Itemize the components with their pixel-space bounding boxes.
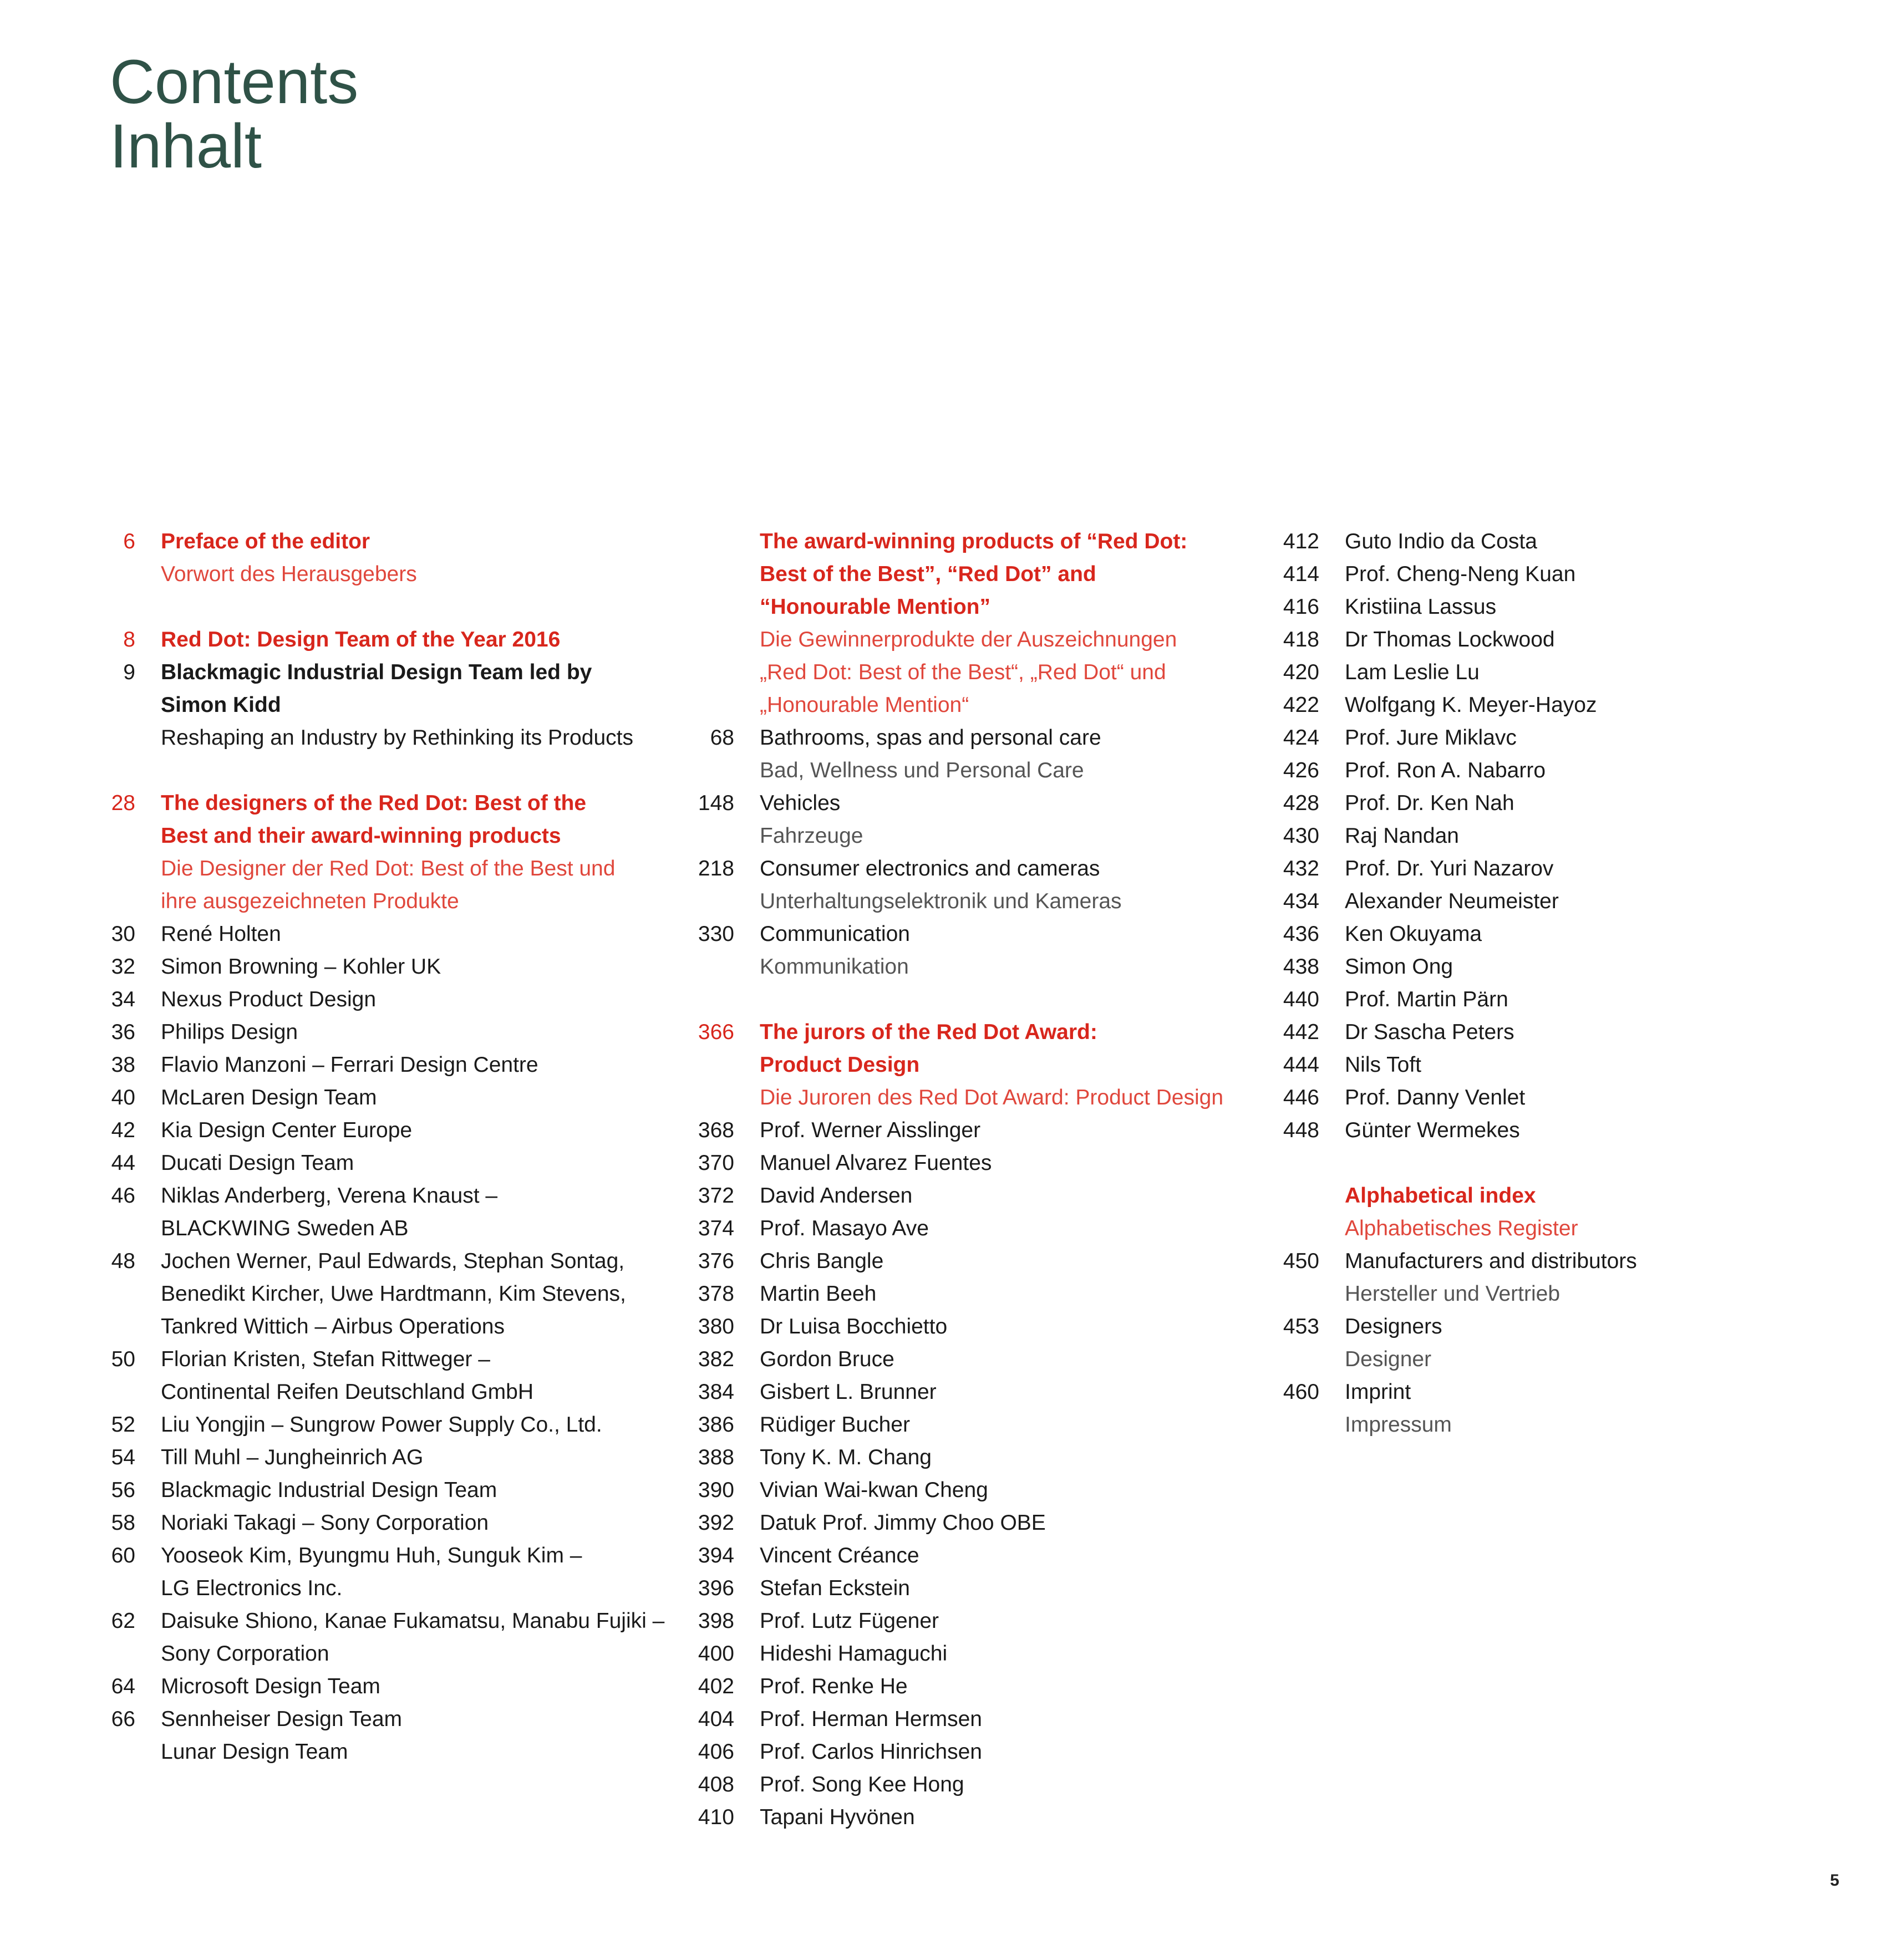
page-ref-number: 68 xyxy=(710,726,734,750)
page-ref-number: 148 xyxy=(698,791,734,815)
entry-text: Yooseok Kim, Byungmu Huh, Sunguk Kim – xyxy=(161,1544,582,1567)
entry-text: Continental Reifen Deutschland GmbH xyxy=(161,1380,534,1404)
page-ref-number: 394 xyxy=(698,1544,734,1567)
entry-text: Prof. Renke He xyxy=(760,1674,908,1698)
page-ref-number: 418 xyxy=(1283,628,1319,651)
page-ref-number: 218 xyxy=(698,857,734,880)
entry-text: Microsoft Design Team xyxy=(161,1674,380,1698)
entry-text: Guto Indio da Costa xyxy=(1345,530,1537,553)
page-ref-number: 38 xyxy=(111,1053,135,1077)
page-ref-number: 368 xyxy=(698,1118,734,1142)
page-ref-number: 374 xyxy=(698,1216,734,1240)
entry-text: Prof. Dr. Ken Nah xyxy=(1345,791,1514,815)
page-ref-number: 398 xyxy=(698,1609,734,1633)
page-ref-number: 460 xyxy=(1283,1380,1319,1404)
entry-text: Best and their award-winning products xyxy=(161,824,561,848)
entry-text: Kommunikation xyxy=(760,955,909,979)
page-ref-number: 330 xyxy=(698,922,734,946)
page-ref-number: 400 xyxy=(698,1642,734,1666)
page-number: 5 xyxy=(1830,1871,1839,1890)
page-ref-number: 430 xyxy=(1283,824,1319,848)
entry-text: Chris Bangle xyxy=(760,1249,884,1273)
entry-text: “Honourable Mention” xyxy=(760,595,990,619)
entry-text: Dr Luisa Bocchietto xyxy=(760,1315,948,1338)
page-ref-number: 410 xyxy=(698,1805,734,1829)
entry-text: Prof. Herman Hermsen xyxy=(760,1707,982,1731)
page-ref-number: 424 xyxy=(1283,726,1319,750)
page-ref-number: 378 xyxy=(698,1282,734,1306)
entry-text: Blackmagic Industrial Design Team led by xyxy=(161,660,592,684)
entry-text: Communication xyxy=(760,922,910,946)
page-ref-number: 450 xyxy=(1283,1249,1319,1273)
page-ref-number: 60 xyxy=(111,1544,135,1567)
entry-text: Rüdiger Bucher xyxy=(760,1413,910,1437)
page-ref-number: 406 xyxy=(698,1740,734,1764)
entry-text: Designer xyxy=(1345,1347,1432,1371)
entry-text: Niklas Anderberg, Verena Knaust – xyxy=(161,1184,498,1208)
page-ref-number: 40 xyxy=(111,1086,135,1109)
page-ref-number: 412 xyxy=(1283,530,1319,553)
page-subtitle: Inhalt xyxy=(110,111,262,181)
entry-text: Prof. Danny Venlet xyxy=(1345,1086,1526,1109)
entry-text: Prof. Ron A. Nabarro xyxy=(1345,758,1546,782)
entry-text: Prof. Cheng-Neng Kuan xyxy=(1345,562,1576,586)
entry-text: Hersteller und Vertrieb xyxy=(1345,1282,1560,1306)
page-ref-number: 44 xyxy=(111,1151,135,1175)
entry-text: Sennheiser Design Team xyxy=(161,1707,403,1731)
entry-text: Tapani Hyvönen xyxy=(760,1805,915,1829)
entry-text: BLACKWING Sweden AB xyxy=(161,1216,409,1240)
entry-text: Liu Yongjin – Sungrow Power Supply Co., Ltd. xyxy=(161,1413,602,1437)
page-ref-number: 6 xyxy=(123,530,135,553)
page-ref-number: 436 xyxy=(1283,922,1319,946)
entry-text: Daisuke Shiono, Kanae Fukamatsu, Manabu Fujiki – xyxy=(161,1609,665,1633)
entry-text: Prof. Werner Aisslinger xyxy=(760,1118,981,1142)
page-ref-number: 372 xyxy=(698,1184,734,1208)
page-ref-number: 8 xyxy=(123,628,135,651)
page-ref-number: 420 xyxy=(1283,660,1319,684)
page-ref-number: 386 xyxy=(698,1413,734,1437)
entry-text: Manuel Alvarez Fuentes xyxy=(760,1151,992,1175)
page-ref-number: 382 xyxy=(698,1347,734,1371)
page-ref-number: 42 xyxy=(111,1118,135,1142)
page-ref-number: 52 xyxy=(111,1413,135,1437)
page-ref-number: 36 xyxy=(111,1020,135,1044)
page-ref-number: 32 xyxy=(111,955,135,979)
entry-text: Prof. Lutz Fügener xyxy=(760,1609,939,1633)
entry-text: Unterhaltungselektronik und Kameras xyxy=(760,889,1122,913)
entry-text: Alphabetical index xyxy=(1345,1184,1536,1208)
page-ref-number: 56 xyxy=(111,1478,135,1502)
entry-text: Benedikt Kircher, Uwe Hardtmann, Kim Stevens, xyxy=(161,1282,626,1306)
entry-text: Red Dot: Design Team of the Year 2016 xyxy=(161,628,561,651)
entry-text: Prof. Martin Pärn xyxy=(1345,987,1508,1011)
page-ref-number: 446 xyxy=(1283,1086,1319,1109)
entry-text: Ducati Design Team xyxy=(161,1151,354,1175)
entry-text: Prof. Song Kee Hong xyxy=(760,1773,964,1796)
entry-text: Till Muhl – Jungheinrich AG xyxy=(161,1445,424,1469)
entry-text: Nexus Product Design xyxy=(161,987,377,1011)
entry-text: ihre ausgezeichneten Produkte xyxy=(161,889,459,913)
page-ref-number: 402 xyxy=(698,1674,734,1698)
entry-text: Vincent Créance xyxy=(760,1544,919,1567)
page-ref-number: 34 xyxy=(111,987,135,1011)
entry-text: LG Electronics Inc. xyxy=(161,1576,343,1600)
page-ref-number: 408 xyxy=(698,1773,734,1796)
page-ref-number: 414 xyxy=(1283,562,1319,586)
page-ref-number: 428 xyxy=(1283,791,1319,815)
entry-text: Product Design xyxy=(760,1053,920,1077)
page-ref-number: 434 xyxy=(1283,889,1319,913)
page-ref-number: 422 xyxy=(1283,693,1319,717)
page-ref-number: 390 xyxy=(698,1478,734,1502)
page-title: Contents xyxy=(110,47,359,116)
entry-text: Nils Toft xyxy=(1345,1053,1421,1077)
page-ref-number: 30 xyxy=(111,922,135,946)
entry-text: Noriaki Takagi – Sony Corporation xyxy=(161,1511,489,1535)
entry-text: Raj Nandan xyxy=(1345,824,1459,848)
entry-text: Manufacturers and distributors xyxy=(1345,1249,1637,1273)
entry-text: Imprint xyxy=(1345,1380,1411,1404)
entry-text: Lam Leslie Lu xyxy=(1345,660,1480,684)
entry-text: Prof. Carlos Hinrichsen xyxy=(760,1740,982,1764)
page-ref-number: 48 xyxy=(111,1249,135,1273)
page-ref-number: 444 xyxy=(1283,1053,1319,1077)
entry-text: Consumer electronics and cameras xyxy=(760,857,1100,880)
entry-text: Die Gewinnerprodukte der Auszeichnungen xyxy=(760,628,1177,651)
page-ref-number: 442 xyxy=(1283,1020,1319,1044)
entry-text: „Honourable Mention“ xyxy=(760,693,969,717)
entry-text: Martin Beeh xyxy=(760,1282,877,1306)
page-ref-number: 388 xyxy=(698,1445,734,1469)
page-ref-number: 432 xyxy=(1283,857,1319,880)
entry-text: Kristiina Lassus xyxy=(1345,595,1497,619)
page-ref-number: 54 xyxy=(111,1445,135,1469)
entry-text: Blackmagic Industrial Design Team xyxy=(161,1478,497,1502)
entry-text: Tankred Wittich – Airbus Operations xyxy=(161,1315,505,1338)
entry-text: Vehicles xyxy=(760,791,841,815)
page-ref-number: 28 xyxy=(111,791,135,815)
entry-text: Simon Browning – Kohler UK xyxy=(161,955,441,979)
page-ref-number: 370 xyxy=(698,1151,734,1175)
page-ref-number: 453 xyxy=(1283,1315,1319,1338)
page-ref-number: 396 xyxy=(698,1576,734,1600)
entry-text: Dr Thomas Lockwood xyxy=(1345,628,1555,651)
entry-text: Dr Sascha Peters xyxy=(1345,1020,1514,1044)
entry-text: Designers xyxy=(1345,1315,1442,1338)
page-ref-number: 416 xyxy=(1283,595,1319,619)
entry-text: „Red Dot: Best of the Best“, „Red Dot“ und xyxy=(760,660,1166,684)
entry-text: Kia Design Center Europe xyxy=(161,1118,413,1142)
entry-text: Fahrzeuge xyxy=(760,824,863,848)
entry-text: Günter Wermekes xyxy=(1345,1118,1520,1142)
entry-text: Gisbert L. Brunner xyxy=(760,1380,937,1404)
entry-text: Bad, Wellness und Personal Care xyxy=(760,758,1084,782)
entry-text: Datuk Prof. Jimmy Choo OBE xyxy=(760,1511,1046,1535)
entry-text: The designers of the Red Dot: Best of the xyxy=(161,791,587,815)
page-ref-number: 438 xyxy=(1283,955,1319,979)
entry-text: Impressum xyxy=(1345,1413,1452,1437)
page-ref-number: 366 xyxy=(698,1020,734,1044)
entry-text: Stefan Eckstein xyxy=(760,1576,910,1600)
page-ref-number: 66 xyxy=(111,1707,135,1731)
entry-text: René Holten xyxy=(161,922,281,946)
page-ref-number: 426 xyxy=(1283,758,1319,782)
entry-text: Prof. Dr. Yuri Nazarov xyxy=(1345,857,1554,880)
entry-text: Philips Design xyxy=(161,1020,298,1044)
entry-text: Flavio Manzoni – Ferrari Design Centre xyxy=(161,1053,538,1077)
entry-text: Wolfgang K. Meyer-Hayoz xyxy=(1345,693,1597,717)
page-ref-number: 62 xyxy=(111,1609,135,1633)
entry-text: Bathrooms, spas and personal care xyxy=(760,726,1101,750)
entry-text: Vivian Wai-kwan Cheng xyxy=(760,1478,988,1502)
entry-text: McLaren Design Team xyxy=(161,1086,377,1109)
entry-text: Jochen Werner, Paul Edwards, Stephan Sontag, xyxy=(161,1249,625,1273)
entry-text: Hideshi Hamaguchi xyxy=(760,1642,948,1666)
entry-text: Tony K. M. Chang xyxy=(760,1445,932,1469)
page-ref-number: 404 xyxy=(698,1707,734,1731)
entry-text: Prof. Masayo Ave xyxy=(760,1216,929,1240)
page-ref-number: 392 xyxy=(698,1511,734,1535)
entry-text: Preface of the editor xyxy=(161,530,370,553)
page-ref-number: 376 xyxy=(698,1249,734,1273)
page-ref-number: 9 xyxy=(123,660,135,684)
entry-text: David Andersen xyxy=(760,1184,913,1208)
page-ref-number: 64 xyxy=(111,1674,135,1698)
page-ref-number: 448 xyxy=(1283,1118,1319,1142)
page-ref-number: 50 xyxy=(111,1347,135,1371)
entry-text: Sony Corporation xyxy=(161,1642,329,1666)
entry-text: Florian Kristen, Stefan Rittweger – xyxy=(161,1347,490,1371)
entry-text: Simon Ong xyxy=(1345,955,1453,979)
page-ref-number: 58 xyxy=(111,1511,135,1535)
entry-text: Simon Kidd xyxy=(161,693,281,717)
entry-text: Lunar Design Team xyxy=(161,1740,348,1764)
entry-text: The award-winning products of “Red Dot: xyxy=(760,530,1188,553)
entry-text: Ken Okuyama xyxy=(1345,922,1482,946)
entry-text: Reshaping an Industry by Rethinking its Products xyxy=(161,726,633,750)
entry-text: Alphabetisches Register xyxy=(1345,1216,1578,1240)
entry-text: Prof. Jure Miklavc xyxy=(1345,726,1517,750)
entry-text: The jurors of the Red Dot Award: xyxy=(760,1020,1097,1044)
page-ref-number: 440 xyxy=(1283,987,1319,1011)
page-ref-number: 380 xyxy=(698,1315,734,1338)
entry-text: Die Designer der Red Dot: Best of the Best und xyxy=(161,857,616,880)
entry-text: Alexander Neumeister xyxy=(1345,889,1559,913)
entry-text: Gordon Bruce xyxy=(760,1347,894,1371)
entry-text: Best of the Best”, “Red Dot” and xyxy=(760,562,1096,586)
page-ref-number: 46 xyxy=(111,1184,135,1208)
entry-text: Vorwort des Herausgebers xyxy=(161,562,417,586)
entry-text: Die Juroren des Red Dot Award: Product Design xyxy=(760,1086,1224,1109)
page-ref-number: 384 xyxy=(698,1380,734,1404)
